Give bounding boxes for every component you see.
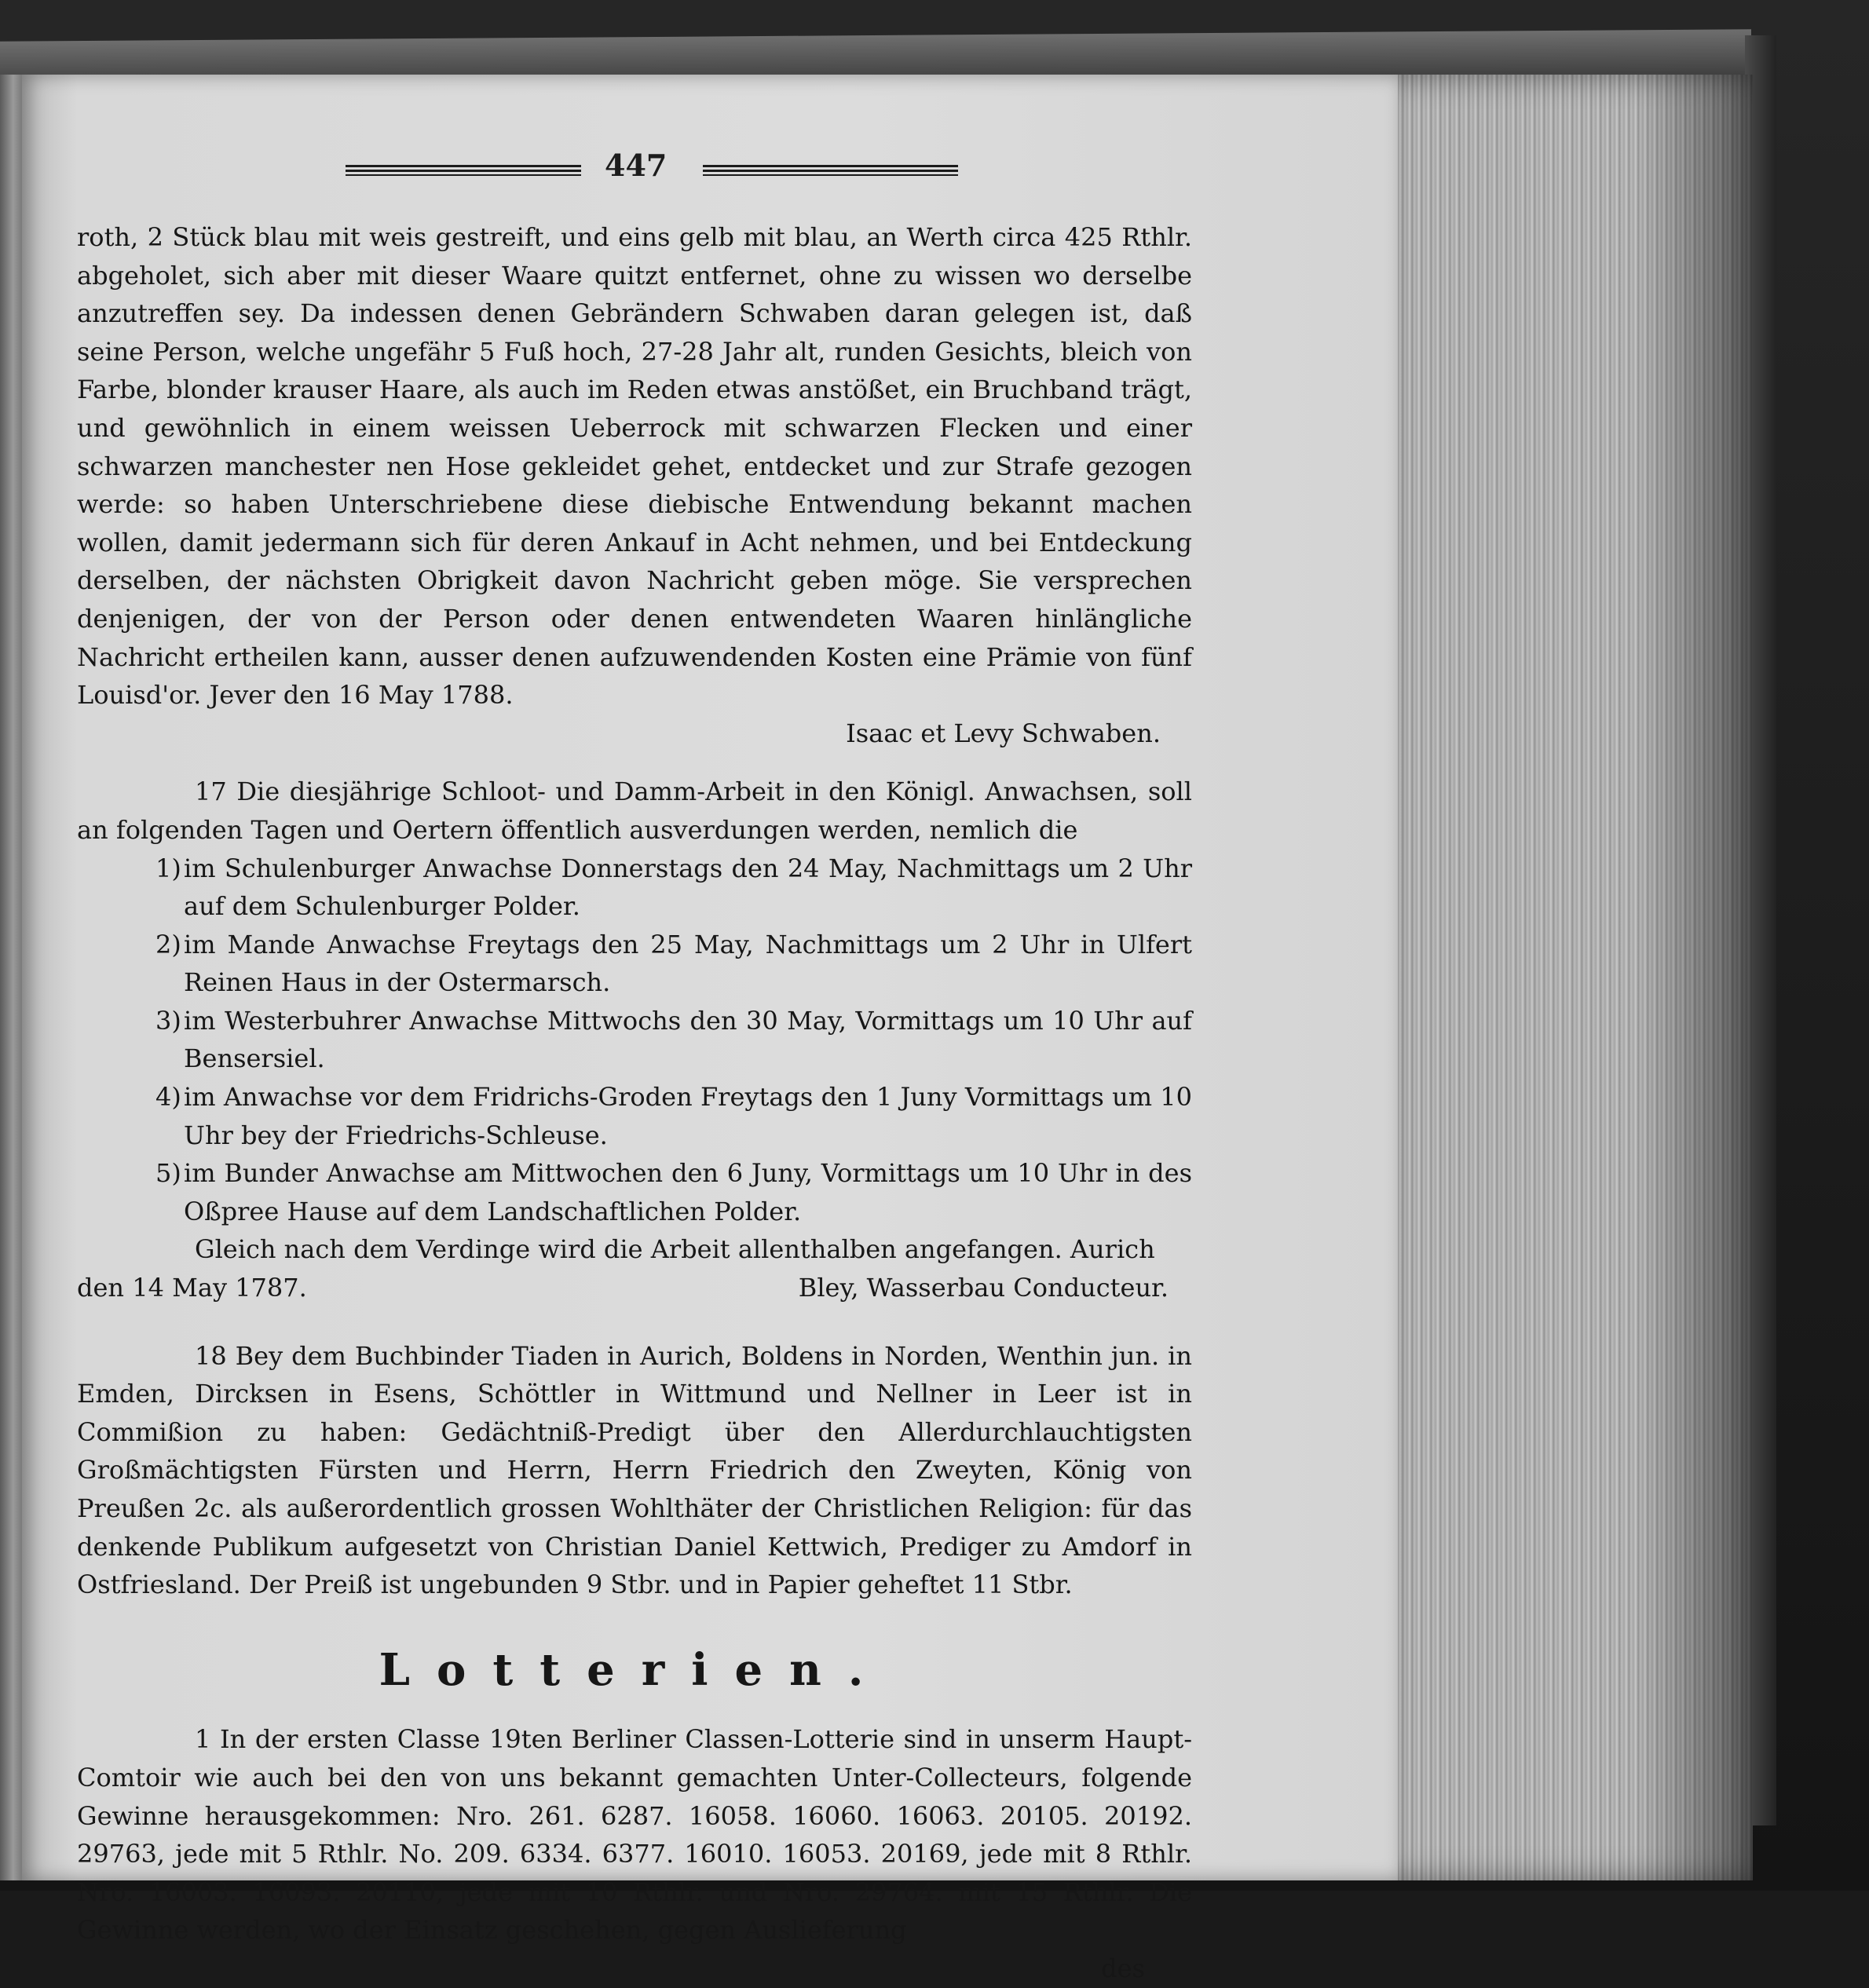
notice-17-list [77, 850, 1192, 1231]
list-item-number: 3) [155, 1005, 181, 1036]
list-item-text: im Bunder Anwachse am Mittwochen den 6 Juny, Vormittags um 10 Uhr in des Oßpree Hause auf dem Landschaftlichen Polder. [184, 1158, 1192, 1226]
lottery-notice-1: 1 In der ersten Classe 19ten Berliner Classen-Lotterie sind in unserm Haupt-Comtoir wie auch bei den von uns bekannt gemachten Unter-Collecteurs, folgende Gewinne herausgekommen: Nro. 261. 6287. 16058. 16060. 16063. 20105. 20192. 29763, jede mit 5 Rthlr. No. 209. 6334. 6377. 16010. 16053. 20169, jede mit 8 Rthlr. Nro. 16003. 16093. 20110, jede mit 10 Rthlr. und Nro. 29764. mit 15 Rthlr. Die Gewinne werden, wo der Einsatz geschehen, gegen Auslieferung [77, 1724, 1192, 1946]
list-item [77, 1154, 1192, 1230]
list-item [77, 850, 1192, 926]
section-heading-lotterien: Lotterien. [379, 1643, 891, 1696]
notice-17-signature: Bley, Wasserbau Conducteur. [798, 1273, 1169, 1303]
catchword: des [1101, 1953, 1145, 1983]
fore-edge-shadow [1635, 75, 1753, 1880]
page-header [346, 148, 958, 185]
list-item-number: 4) [155, 1082, 181, 1113]
notice-17-date: den 14 May 1787. [77, 1273, 307, 1303]
header-rule-right [703, 165, 958, 176]
list-item-text: im Anwachse vor dem Fridrichs-Groden Freytags den 1 Juny Vormittags um 10 Uhr bey der Friedrichs-Schleuse. [184, 1082, 1192, 1150]
list-item-text: im Mande Anwachse Freytags den 25 May, Nachmittags um 2 Uhr in Ulfert Reinen Haus in der Ostermarsch. [184, 929, 1192, 998]
list-item-text: im Westerbuhrer Anwachse Mittwochs den 30 May, Vormittags um 10 Uhr auf Bensersiel. [184, 1005, 1192, 1074]
list-item-number: 2) [155, 929, 181, 959]
facing-page-edge [0, 75, 22, 1880]
page-number: 447 [605, 148, 668, 183]
list-item-text: im Schulenburger Anwachse Donnerstags den 24 May, Nachmittags um 2 Uhr auf dem Schulenburger Polder. [184, 853, 1192, 922]
list-item-number: 1) [155, 853, 181, 883]
notice-17-closing: Gleich nach dem Verdinge wird die Arbeit allenthalben angefangen. Aurich [195, 1234, 1155, 1265]
notice-17-intro: 17 Die diesjährige Schloot- und Damm-Arbeit in den Königl. Anwachsen, soll an folgenden Tagen und Oertern öffentlich ausverdungen werden, nemlich die [77, 777, 1192, 845]
list-item-number: 5) [155, 1158, 181, 1189]
notice-18: 18 Bey dem Buchbinder Tiaden in Aurich, Boldens in Norden, Wenthin jun. in Emden, Dircksen in Esens, Schöttler in Wittmund und Nellner in Leer ist in Commißion zu haben: Gedächtniß-Predigt über den Allerdurchlauchtigsten Großmächtigsten Fürsten und Herrn, Herrn Friedrich den Zweyten, König von Preußen 2c. als außerordentlich grossen Wohlthäter der Christlichen Religion: für das denkende Publikum aufgesetzt von Christian Daniel Kettwich, Prediger zu Amdorf in Ostfriesland. Der Preiß ist ungebunden 9 Stbr. und in Papier geheftet 11 Stbr. [77, 1340, 1192, 1600]
list-item [77, 1002, 1192, 1078]
list-item [77, 1078, 1192, 1154]
list-item [77, 926, 1192, 1002]
signature-schwaben: Isaac et Levy Schwaben. [846, 718, 1161, 748]
notice-17-footer [77, 1269, 1192, 1307]
page-stack-fore-edge [1384, 75, 1753, 1880]
continued-notice: roth, 2 Stück blau mit weis gestreift, und eins gelb mit blau, an Werth circa 425 Rthlr. abgeholet, sich aber mit dieser Waare quitzt entfernet, ohne zu wissen wo derselbe anzutreffen sey. Da indessen denen Gebrändern Schwaben daran gelegen ist, daß seine Person, welche ungefähr 5 Fuß hoch, 27-28 Jahr alt, runden Gesichts, bleich von Farbe, blonder krauser Haare, als auch im Reden etwas anstößet, ein Bruchband trägt, und gewöhnlich in einem weissen Ueberrock mit schwarzen Flecken und einer schwarzen manchester nen Hose gekleidet gehet, entdecket und zur Strafe gezogen werde: so haben Unterschriebene diese diebische Entwendung bekannt machen wollen, damit jedermann sich für deren Ankauf in Acht nehmen, und bei Entdeckung derselben, der nächsten Obrigkeit davon Nachricht geben möge. Sie versprechen denjenigen, der von der Person oder denen entwendeten Waaren hinlängliche Nachricht ertheilen kann, ausser denen aufzuwendenden Kosten eine Prämie von fünf Louisd'or. Jever den 16 May 1788. [77, 222, 1192, 711]
page-body [77, 218, 1192, 1988]
header-rule-left [346, 165, 581, 176]
